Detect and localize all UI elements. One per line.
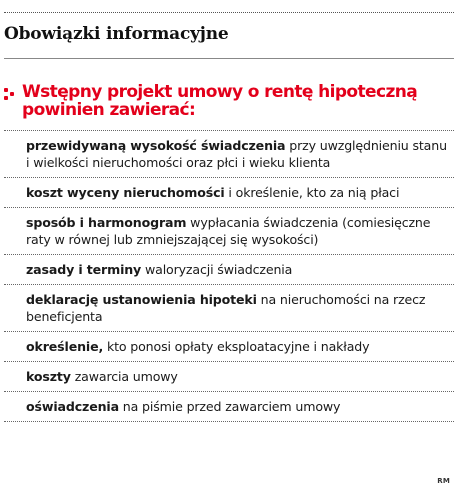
list-item (4, 284, 454, 331)
colon-bullet-icon (4, 85, 18, 103)
list-item (4, 177, 454, 207)
item-text: kto ponosi opłaty eksploatacyjne i nakłady (103, 339, 370, 354)
intro-block (4, 83, 444, 119)
item-text: zawarcia umowy (70, 369, 178, 384)
list-item (4, 130, 454, 177)
item-bold: określenie, (26, 339, 104, 354)
top-divider (4, 12, 454, 13)
list-item (4, 391, 454, 422)
author-credit: RM (437, 477, 450, 485)
list-item (4, 207, 454, 254)
item-bold: przewidywaną wysokość świadczenia (26, 138, 286, 153)
item-bold: zasady i terminy (26, 262, 142, 277)
list-item (4, 254, 454, 284)
item-text: wypłacania świadczenia (comiesięczne raty w równej lub zmniejszającej się wysokości) (26, 215, 431, 247)
list-item (4, 331, 454, 361)
item-bold: deklarację ustanowienia hipoteki (26, 292, 257, 307)
item-text: na nieruchomości na rzecz beneficjenta (26, 292, 426, 324)
item-bold: oświadczenia (26, 399, 119, 414)
obligations-list (4, 130, 454, 422)
item-bold: koszt wyceny nieruchomości (26, 185, 225, 200)
item-text: i określenie, kto za nią płaci (224, 185, 400, 200)
box-heading: Obowiązki informacyjne (4, 24, 229, 44)
item-bold: sposób i harmonogram (26, 215, 187, 230)
intro-text: Wstępny projekt umowy o rentę hipoteczną powinien zawierać: (22, 82, 418, 120)
item-bold: koszty (26, 369, 71, 384)
list-item (4, 361, 454, 391)
item-text: na piśmie przed zawarciem umowy (118, 399, 341, 414)
heading-divider (4, 58, 454, 59)
item-text: przy uwzględnieniu stanu i wielkości nieruchomości oraz płci i wieku klienta (26, 138, 447, 170)
item-text: waloryzacji świadczenia (141, 262, 293, 277)
